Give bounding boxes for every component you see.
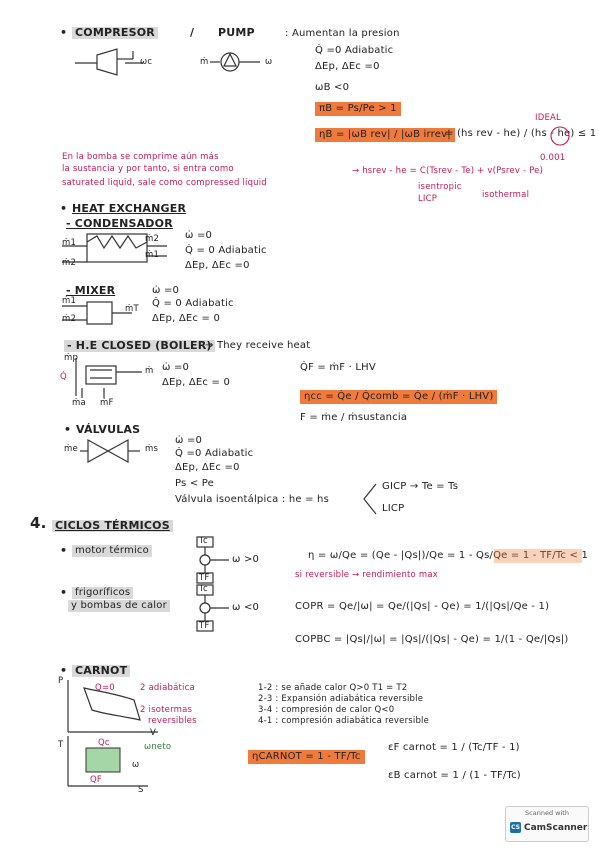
ciclos-number: 4. — [30, 514, 47, 532]
isentropic-label: isentropic — [418, 182, 462, 192]
valv-eq-1: ω̇ =0 — [175, 435, 203, 446]
approx-label: 0.001 — [540, 153, 566, 163]
carnot-step-1: 1-2 : se añade calor Q>0 T1 = T2 — [258, 683, 408, 693]
pi-b-formula: πB = Ps/Pe > 1 — [315, 102, 401, 116]
hclosed-eq-2: ΔEp, ΔEc = 0 — [162, 377, 231, 388]
reversible-note: si reversible → rendimiento max — [295, 570, 438, 580]
camscanner-logo-icon: CS — [511, 824, 520, 831]
hclosed-f: F = ṁe / ṁsustancia — [300, 412, 408, 423]
motor-tc: Tc — [199, 536, 208, 546]
frig-bullet: • — [60, 586, 68, 599]
pv-v-label: V — [150, 728, 157, 738]
mixer-eq-3: ΔEp, ΔEc = 0 — [152, 313, 221, 324]
cond-eq-2: Q̇ = 0 Adiabatic — [185, 245, 267, 256]
ef-carnot-formula: εF carnot = 1 / (Tc/TF - 1) — [388, 742, 520, 753]
valv-eq-3: ΔEp, ΔEc =0 — [175, 462, 240, 473]
compresor-title: COMPRESOR — [72, 27, 158, 39]
mixer-eq-2: Q̇ = 0 Adiabatic — [152, 298, 234, 309]
valv-eq-4: Ps < Pe — [175, 478, 215, 489]
eta-motor-highlight — [494, 549, 584, 563]
pink-note-2: la sustancia y por tanto, si entra como — [62, 164, 234, 174]
compresor-eq-3: ωB <0 — [315, 82, 350, 93]
camscanner-label — [510, 822, 587, 833]
mixer-title: - MIXER — [66, 284, 116, 297]
eta-b-ratio: = (hs rev - he) / (hs - he) ≤ 1 — [445, 128, 597, 139]
compresor-diagram — [75, 47, 185, 77]
eta-cc-formula: ηcc = Q̇e / Q̇comb = Q̇e / (ṁF · LHV) — [300, 390, 497, 404]
slash: / — [190, 26, 195, 39]
hclosed-title: - H.E CLOSED (BOILER) — [64, 340, 215, 352]
hclosed-diagram — [70, 358, 170, 398]
compresor-eq-2: ΔEp, ΔEc =0 — [315, 61, 380, 72]
licp-label: LICP — [418, 194, 438, 204]
scanned-with-label: Scanned with — [525, 809, 569, 817]
valv-branch — [362, 482, 382, 516]
carnot-step-4: 4-1 : compresión adiabática reversible — [258, 716, 430, 726]
condensador-title: - CONDENSADOR — [66, 217, 173, 230]
ts-qf: QF — [90, 775, 102, 785]
ideal-circle — [548, 124, 578, 148]
mixer-m1: ṁ1 — [62, 296, 77, 306]
cond-m2-out: ṁ2 — [145, 234, 160, 244]
motor-w: ω >0 — [232, 554, 260, 565]
valv-ms: ṁs — [145, 444, 159, 454]
hclosed-qf: Q̇F = ṁF · LHV — [300, 362, 376, 373]
pv-q0: Q=0 — [95, 683, 115, 693]
cond-eq-1: ω̇ =0 — [185, 230, 213, 241]
pv-p-label: P — [58, 676, 64, 686]
adiabatica-label: 2 adiabática — [140, 683, 195, 693]
valv-me: ṁe — [64, 444, 78, 454]
motor-tf: TF — [199, 573, 210, 583]
cond-m1-out: ṁ1 — [145, 250, 160, 260]
frig-w: ω <0 — [232, 602, 260, 613]
pink-note-1: En la bomba se comprime aún más — [62, 152, 219, 162]
ciclos-title: CICLOS TÉRMICOS — [52, 520, 173, 532]
he-title: HEAT EXCHANGER — [72, 202, 187, 215]
isotermas-label-2: reversibles — [148, 716, 197, 726]
frig-tf: TF — [199, 621, 210, 631]
carnot-title: CARNOT — [72, 665, 130, 677]
wc-label: ωc — [140, 57, 153, 67]
ideal-label: IDEAL — [535, 113, 561, 123]
frig-tc: Tc — [199, 584, 208, 594]
cond-m1-in: ṁ1 — [62, 238, 77, 248]
hclosed-q: Q̇ — [60, 372, 67, 382]
pump-w-label: ω — [265, 57, 273, 67]
cond-m2-in: ṁ2 — [62, 258, 77, 268]
hclosed-mf: ṁF — [100, 398, 114, 408]
cond-eq-3: ΔEp, ΔEc =0 — [185, 260, 250, 271]
compresor-eq-1: Q̇ =0 Adiabatic — [315, 45, 394, 56]
hclosed-note: → They receive heat — [205, 340, 311, 351]
eta-b-formula: ηB = |ωB rev| / |ωB irrev| — [315, 128, 455, 142]
carnot-step-2: 2-3 : Expansión adiabática reversible — [258, 694, 424, 704]
carnot-step-3: 3-4 : compresión de calor Q<0 — [258, 705, 395, 715]
hclosed-eq-1: ω̇ =0 — [162, 362, 190, 373]
he-bullet: • — [60, 202, 68, 215]
valv-eq-5: Válvula isoentálpica : he = hs — [175, 494, 329, 505]
valv-branch-2: LICP — [382, 503, 405, 514]
valv-eq-2: Q̇ =0 Adiabatic — [175, 448, 254, 459]
motor-bullet: • — [60, 544, 68, 557]
frig-title-2: y bombas de calor — [68, 600, 170, 612]
ts-s-label: S — [138, 785, 144, 795]
mixer-eq-1: ω̇ =0 — [152, 285, 180, 296]
frig-title-1: frigoríficos — [72, 587, 133, 599]
hclosed-ma: ṁa — [72, 398, 86, 408]
pink-note-3: saturated liquid, sale como compressed liquid — [62, 178, 267, 188]
valvulas-bullet: • — [64, 423, 72, 436]
ts-t-label: T — [58, 740, 64, 750]
eb-carnot-formula: εB carnot = 1 / (1 - TF/Tc) — [388, 770, 521, 781]
camscanner-badge[interactable] — [505, 806, 589, 842]
ts-wneto: ωneto — [144, 742, 172, 752]
hclosed-m: ṁ — [145, 366, 154, 376]
carnot-bullet: • — [60, 664, 68, 677]
pump-title: PUMP — [218, 26, 255, 39]
valvulas-title: VÁLVULAS — [76, 423, 141, 436]
mixer-m2: ṁ2 — [62, 314, 77, 324]
isothermal-label: isothermal — [482, 190, 530, 200]
eta-carnot-formula: ηCARNOT = 1 - TF/Tc — [248, 750, 365, 764]
pump-m-label: ṁ — [200, 57, 209, 67]
motor-title: motor térmico — [72, 545, 152, 557]
eta-motor-formula: η = ω/Qe = (Qe - |Qs|)/Qe = 1 - Qs/Qe = 1 - TF/Tc < 1 — [308, 550, 589, 561]
mixer-mt: ṁT — [125, 304, 139, 314]
ts-w: ω — [132, 760, 140, 770]
camscanner-app-name: CamScanner — [524, 823, 588, 833]
ts-qc: Qc — [98, 738, 110, 748]
hclosed-mp: ṁp — [64, 353, 79, 363]
cop-r-formula: COPR = Qe/|ω| = Qe/(|Qs| - Qe) = 1/(|Qs|/Qe - 1) — [295, 601, 550, 612]
compresor-bullet: • — [60, 26, 68, 39]
cop-bc-formula: COPBC = |Qs|/|ω| = |Qs|/(|Qs| - Qe) = 1/(1 - Qe/|Qs|) — [295, 634, 569, 645]
valv-branch-1: GICP → Te = Ts — [382, 481, 459, 492]
compresor-note: : Aumentan la presion — [285, 28, 400, 39]
isotermas-label-1: 2 isotermas — [140, 705, 193, 715]
hs-rev-formula: → hsrev - he = C(Tsrev - Te) + v(Psrev - Pe) — [352, 166, 544, 176]
